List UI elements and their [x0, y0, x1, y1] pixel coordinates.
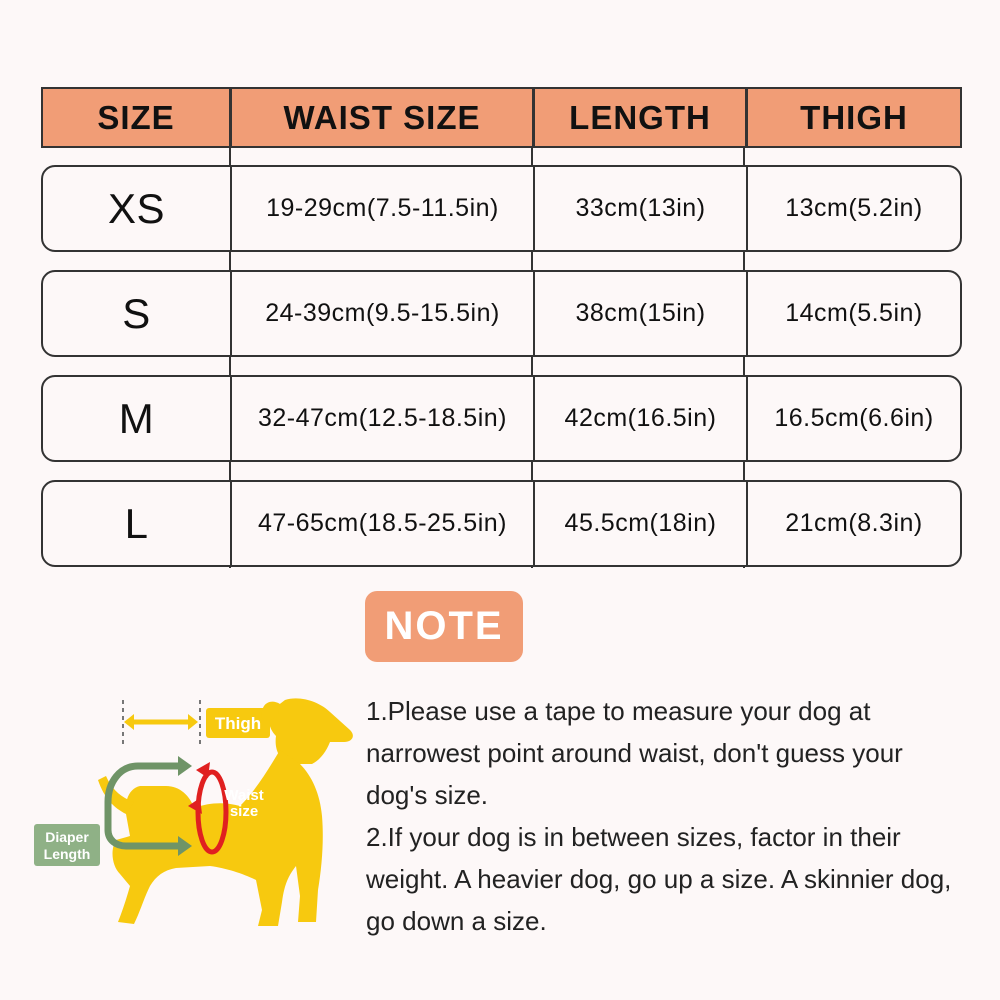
note-line-1: 1.Please use a tape to measure your dog at narrowest point around waist, don't guess your dog's size. [366, 696, 903, 810]
thigh-cell: 21cm(8.3in) [785, 509, 923, 537]
length-cell: 42cm(16.5in) [535, 377, 748, 460]
thigh-cell: 14cm(5.5in) [785, 299, 923, 327]
thigh-cell: 16.5cm(6.6in) [774, 404, 934, 432]
waist-label-line2: size [229, 803, 259, 820]
size-cell: M [43, 377, 232, 460]
size-cell: XS [43, 167, 232, 250]
thigh-arrow-head-right [188, 714, 198, 730]
waist-cell: 19-29cm(7.5-11.5in) [232, 167, 535, 250]
table-row [41, 270, 962, 357]
table-row [41, 480, 962, 567]
size-table-header [41, 87, 962, 148]
header-size: SIZE [43, 89, 232, 146]
thigh-cell: 13cm(5.2in) [785, 194, 923, 222]
header-thigh: THIGH [748, 89, 960, 146]
header-waist-size: WAIST SIZE [232, 89, 535, 146]
note-line-2: 2.If your dog is in between sizes, factor in their weight. A heavier dog, go up a size. A skinnier dog, go down a size. [366, 822, 952, 936]
length-cell: 38cm(15in) [535, 272, 748, 355]
waist-label-line1: Waist [224, 787, 264, 804]
size-cell: S [43, 272, 232, 355]
length-cell: 33cm(13in) [535, 167, 748, 250]
header-length: LENGTH [535, 89, 748, 146]
length-cell: 45.5cm(18in) [535, 482, 748, 565]
thigh-arrow-head-left [124, 714, 134, 730]
note-text [366, 690, 966, 942]
waist-cell: 32-47cm(12.5-18.5in) [232, 377, 535, 460]
dog-measurement-diagram [30, 690, 360, 940]
diaper-arrow-head-top [178, 756, 192, 776]
diaper-label-line1: Diaper [45, 829, 89, 845]
waist-cell: 47-65cm(18.5-25.5in) [232, 482, 535, 565]
note-badge: NOTE [365, 591, 523, 662]
thigh-label: Thigh [214, 714, 262, 733]
waist-arrow-head-top [196, 762, 210, 778]
diaper-label-line2: Length [43, 846, 91, 862]
waist-cell: 24-39cm(9.5-15.5in) [232, 272, 535, 355]
table-row [41, 375, 962, 462]
size-cell: L [43, 482, 232, 565]
table-row [41, 165, 962, 252]
